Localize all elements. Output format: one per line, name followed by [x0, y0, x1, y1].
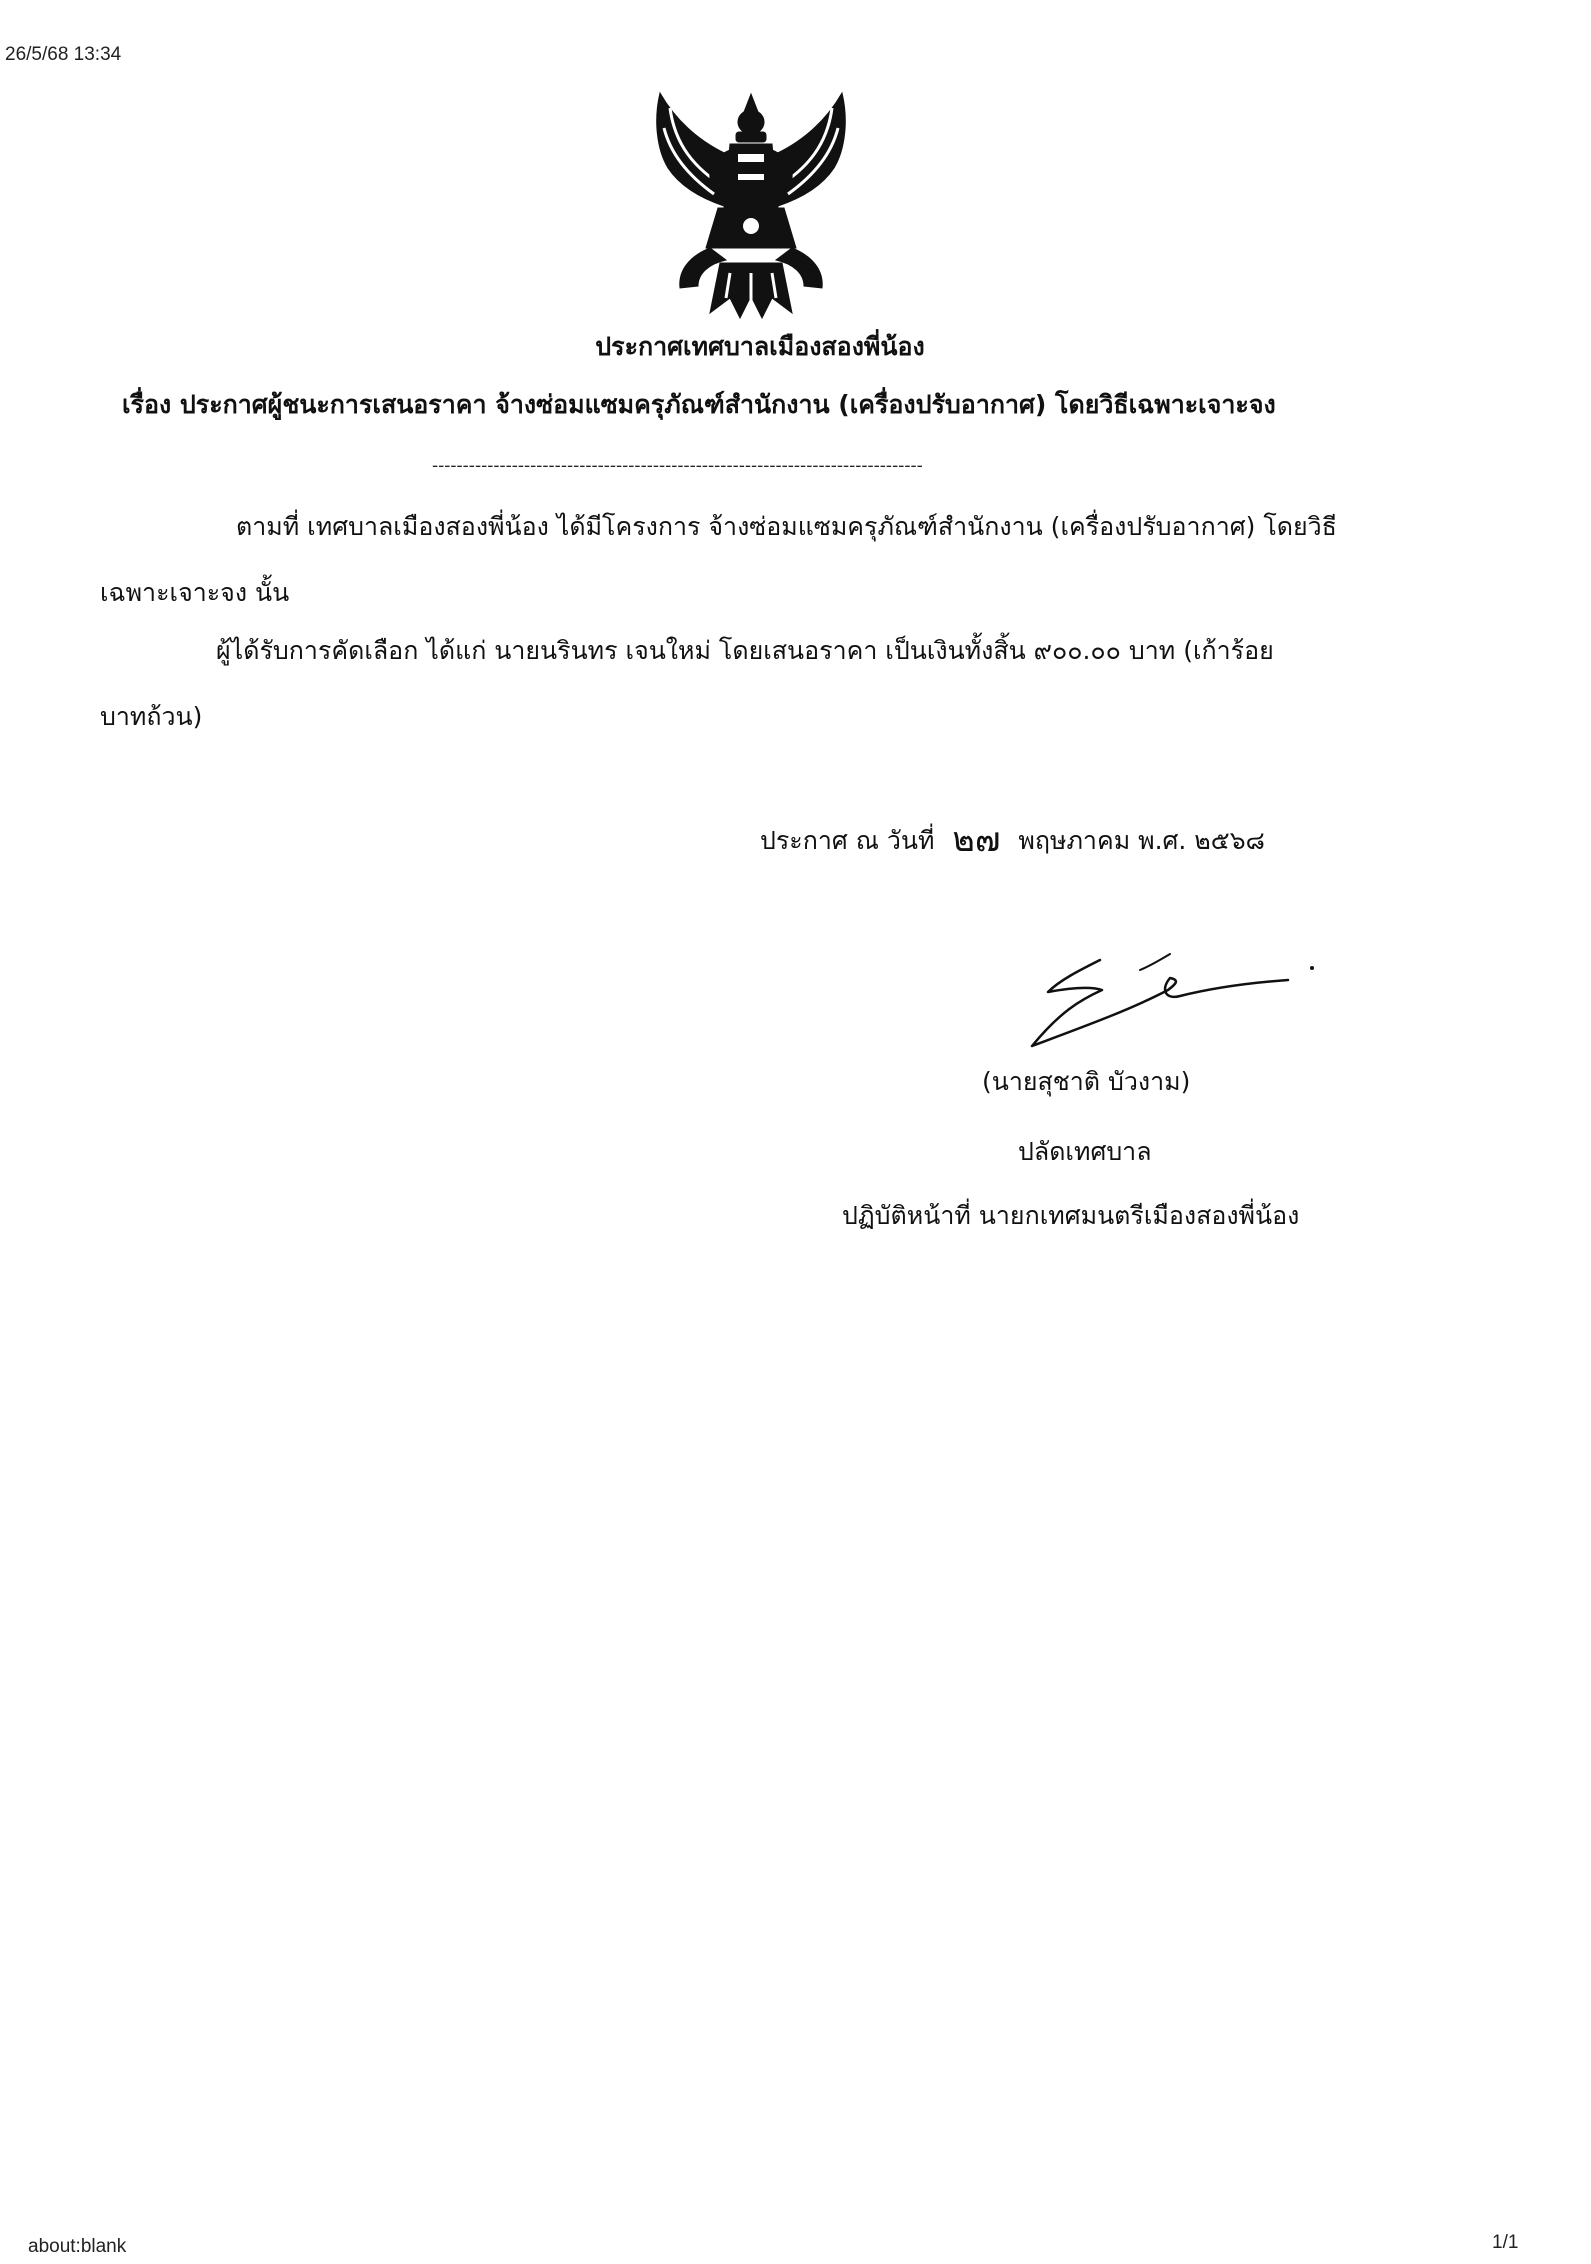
- document-title: ประกาศเทศบาลเมืองสองพี่น้อง: [595, 332, 925, 361]
- signer-title: ปลัดเทศบาล: [1018, 1137, 1152, 1166]
- signer-name: (นายสุชาติ บัวงาม): [982, 1067, 1191, 1096]
- announcement-date: [760, 812, 1265, 866]
- announce-prefix: ประกาศ ณ วันที่: [760, 826, 935, 855]
- print-timestamp: 26/5/68 13:34: [5, 44, 122, 65]
- announce-day: ๒๗: [952, 820, 1001, 860]
- paragraph-2-line-1: ผู้ได้รับการคัดเลือก ได้แก่ นายนรินทร เจนใหม่ โดยเสนอราคา เป็นเงินทั้งสิ้น ๙๐๐.๐๐ บาท (เก้าร้อย: [216, 636, 1274, 665]
- print-page-number: 1/1: [1492, 2232, 1519, 2253]
- garuda-emblem-icon: [640, 88, 862, 320]
- divider-line: --------------------------------------------------------------------------------: [432, 456, 923, 476]
- announce-suffix: พฤษภาคม พ.ศ. ๒๕๖๘: [1018, 826, 1265, 855]
- print-url: about:blank: [28, 2236, 127, 2257]
- handwritten-signature-icon: [1020, 950, 1320, 1050]
- signer-acting-position: ปฏิบัติหน้าที่ นายกเทศมนตรีเมืองสองพี่น้อง: [842, 1201, 1300, 1230]
- paragraph-1-line-1: ตามที่ เทศบาลเมืองสองพี่น้อง ได้มีโครงการ จ้างซ่อมแซมครุภัณฑ์สำนักงาน (เครื่องปรับอากาศ) โดยวิธี: [236, 512, 1337, 541]
- paragraph-1-line-2: เฉพาะเจาะจง นั้น: [100, 578, 290, 607]
- document-subject: เรื่อง ประกาศผู้ชนะการเสนอราคา จ้างซ่อมแซมครุภัณฑ์สำนักงาน (เครื่องปรับอากาศ) โดยวิธีเฉพาะเจาะจง: [122, 390, 1276, 419]
- paragraph-2-line-2: บาทถ้วน): [100, 702, 203, 731]
